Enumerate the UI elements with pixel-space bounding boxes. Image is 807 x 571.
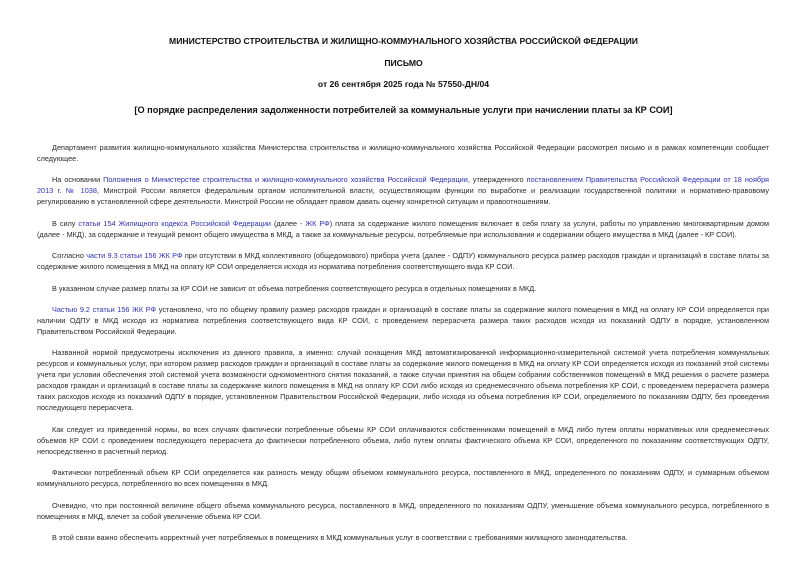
paragraph-text: Фактически потребленный объем КР СОИ определяется как разность между общим объемом коммунального ресурса, поставленного в МКД, определенного по показаниям ОДПУ, и суммарным объемом коммунального ресурса, потребленного во всех помещениях в МКД. bbox=[37, 468, 769, 489]
link-government-resolution[interactable]: постановлением Правительства Российской Федерации от 18 ноября 2013 г. № 1038 bbox=[37, 175, 769, 196]
link-regulation-ministry[interactable]: Положения о Министерстве строительства и жилищно-коммунального хозяйства Российской Федерации bbox=[103, 175, 468, 185]
paragraph-text: Названной нормой предусмотрены исключения из данного правила, а именно: случай оснащения МКД автоматизированной информационно-измерительной системой учета потребления коммунальных ресурсов и коммунальных услуг, при котором размер расходов граждан и организаций в составе платы за содержание жилого помещения в МКД на оплату КР СОИ определяется исходя из показаний этой системы учета при условии обеспечения этой системой учета возможности одномоментного снятия показаний, а также случаи принятия на общем собрании собственников помещений в МКД решения о расчете размера расходов граждан и организаций в составе платы за содержание жилого помещения в МКД на оплату КР СОИ либо исходя из среднемесячного объема потребления КР СОИ, с проведением перерасчета размера таких расходов исходя из показаний ОДПУ в порядке, установленном Правительством Российской Федерации, либо исходя из объема потребления КР СОИ, определяемого по показаниям ОДПУ, без проведения последующего перерасчета. bbox=[37, 348, 769, 413]
paragraph-exceptions bbox=[37, 347, 769, 413]
paragraph-text: В силу bbox=[52, 218, 79, 228]
paragraph-text: установлено, что по общему правилу размер расходов граждан и организаций в составе платы за содержание жилого помещения в МКД на оплату КР СОИ определяется при наличии ОДПУ в МКД исходя из норматива потребления соответствующего вида КР СОИ, с проведением перерасчета размера таких расходов исходя из показаний ОДПУ в порядке, установленном Правительством Российской Федерации. bbox=[37, 304, 769, 336]
link-part-9-2-article-156[interactable]: Частью 9.2 статьи 156 ЖК РФ bbox=[52, 304, 157, 314]
paragraph-text: В этой связи важно обеспечить корректный учет потребляемых в помещениях в МКД коммунальных услуг в соответствии с требованиями жилищного законодательства. bbox=[52, 532, 628, 542]
link-housing-code[interactable]: ЖК РФ bbox=[305, 218, 330, 228]
paragraph-obvious bbox=[37, 500, 769, 522]
paragraph-text: ) плата за содержание жилого помещения включает в себя плату за услуги, работы по управлению многоквартирным домом (далее - МКД), за содержание и текущий ремонт общего имущества в МКД, а также за коммунальные ресурсы, потребляемые при использовании и содержании общего имущества в МКД (далее - КР СОИ). bbox=[37, 218, 769, 239]
paragraph-intro bbox=[37, 142, 769, 164]
document-date-number: от 26 сентября 2025 года № 57550-ДН/04 bbox=[317, 79, 490, 89]
paragraph-text: В указанном случае размер платы за КР СОИ не зависит от объема потребления соответствующего ресурса в отдельных помещениях в МКД. bbox=[52, 283, 537, 293]
document-body bbox=[37, 142, 769, 553]
paragraph-final bbox=[37, 532, 769, 543]
paragraph-text: На основании bbox=[52, 175, 104, 185]
link-part-9-3-article-156[interactable]: части 9.3 статьи 156 ЖК РФ bbox=[86, 251, 183, 261]
paragraph-text: , утвержденного bbox=[467, 175, 527, 185]
paragraph-case bbox=[37, 283, 769, 294]
paragraph-article-154 bbox=[37, 218, 769, 240]
paragraph-text: Как следует из приведенной нормы, во всех случаях фактически потребленные объемы КР СОИ оплачиваются собственниками помещений в МКД либо путем оплаты нормативных или среднемесячных объемов КР СОИ с проведением последующего перерасчета до фактически потребленного объема, либо путем оплаты фактического объема КР СОИ, определенного по показаниям соответствующих ОДПУ, непосредственно в расчетный период. bbox=[37, 424, 769, 456]
paragraph-part-9-2 bbox=[37, 304, 769, 337]
paragraph-text: при отсутствии в МКД коллективного (общедомового) прибора учета (далее - ОДПУ) коммунального ресурса размер расходов граждан и организаций в составе платы за содержание жилого помещения в МКД на оплату КР СОИ определяется исходя из норматива потребления соответствующего вида КР СОИ. bbox=[37, 251, 769, 272]
paragraph-text: (далее - bbox=[271, 218, 306, 228]
paragraph-text: , Минстрой России является федеральным органом исполнительной власти, осуществляющим функции по выработке и реализации государственной политики и нормативно-правовому регулированию в установленной сфере деятельности. Минстрой России не обладает правом давать оценку конкретной ситуации и правоотношениям. bbox=[37, 186, 769, 207]
paragraph-conclusion bbox=[37, 424, 769, 457]
document-type-heading: ПИСЬМО bbox=[384, 58, 423, 68]
paragraph-part-9-3 bbox=[37, 250, 769, 272]
paragraph-text: Согласно bbox=[52, 251, 87, 261]
ministry-heading: МИНИСТЕРСТВО СТРОИТЕЛЬСТВА И ЖИЛИЩНО-КОММУНАЛЬНОГО ХОЗЯЙСТВА РОССИЙСКОЙ ФЕДЕРАЦИИ bbox=[169, 36, 638, 46]
paragraph-basis bbox=[37, 174, 769, 207]
paragraph-actual-volume bbox=[37, 467, 769, 489]
paragraph-text: Очевидно, что при постоянной величине общего объема коммунального ресурса, поставленного в МКД, определенного по показаниям ОДПУ, уменьшение объема коммунального ресурса, потребленного в помещениях в МКД, влечет за собой увеличение объема КР СОИ. bbox=[37, 500, 769, 521]
link-article-154[interactable]: статьи 154 Жилищного кодекса Российской Федерации bbox=[78, 218, 271, 228]
paragraph-text: Департамент развития жилищно-коммунального хозяйства Министерства строительства и жилищно-коммунального хозяйства Российской Федерации рассмотрел письмо и в рамках компетенции сообщает следующее. bbox=[37, 143, 769, 163]
document-subject: [О порядке распределения задолженности потребителей за коммунальные услуги при начислении платы за КР СОИ] bbox=[134, 105, 673, 115]
